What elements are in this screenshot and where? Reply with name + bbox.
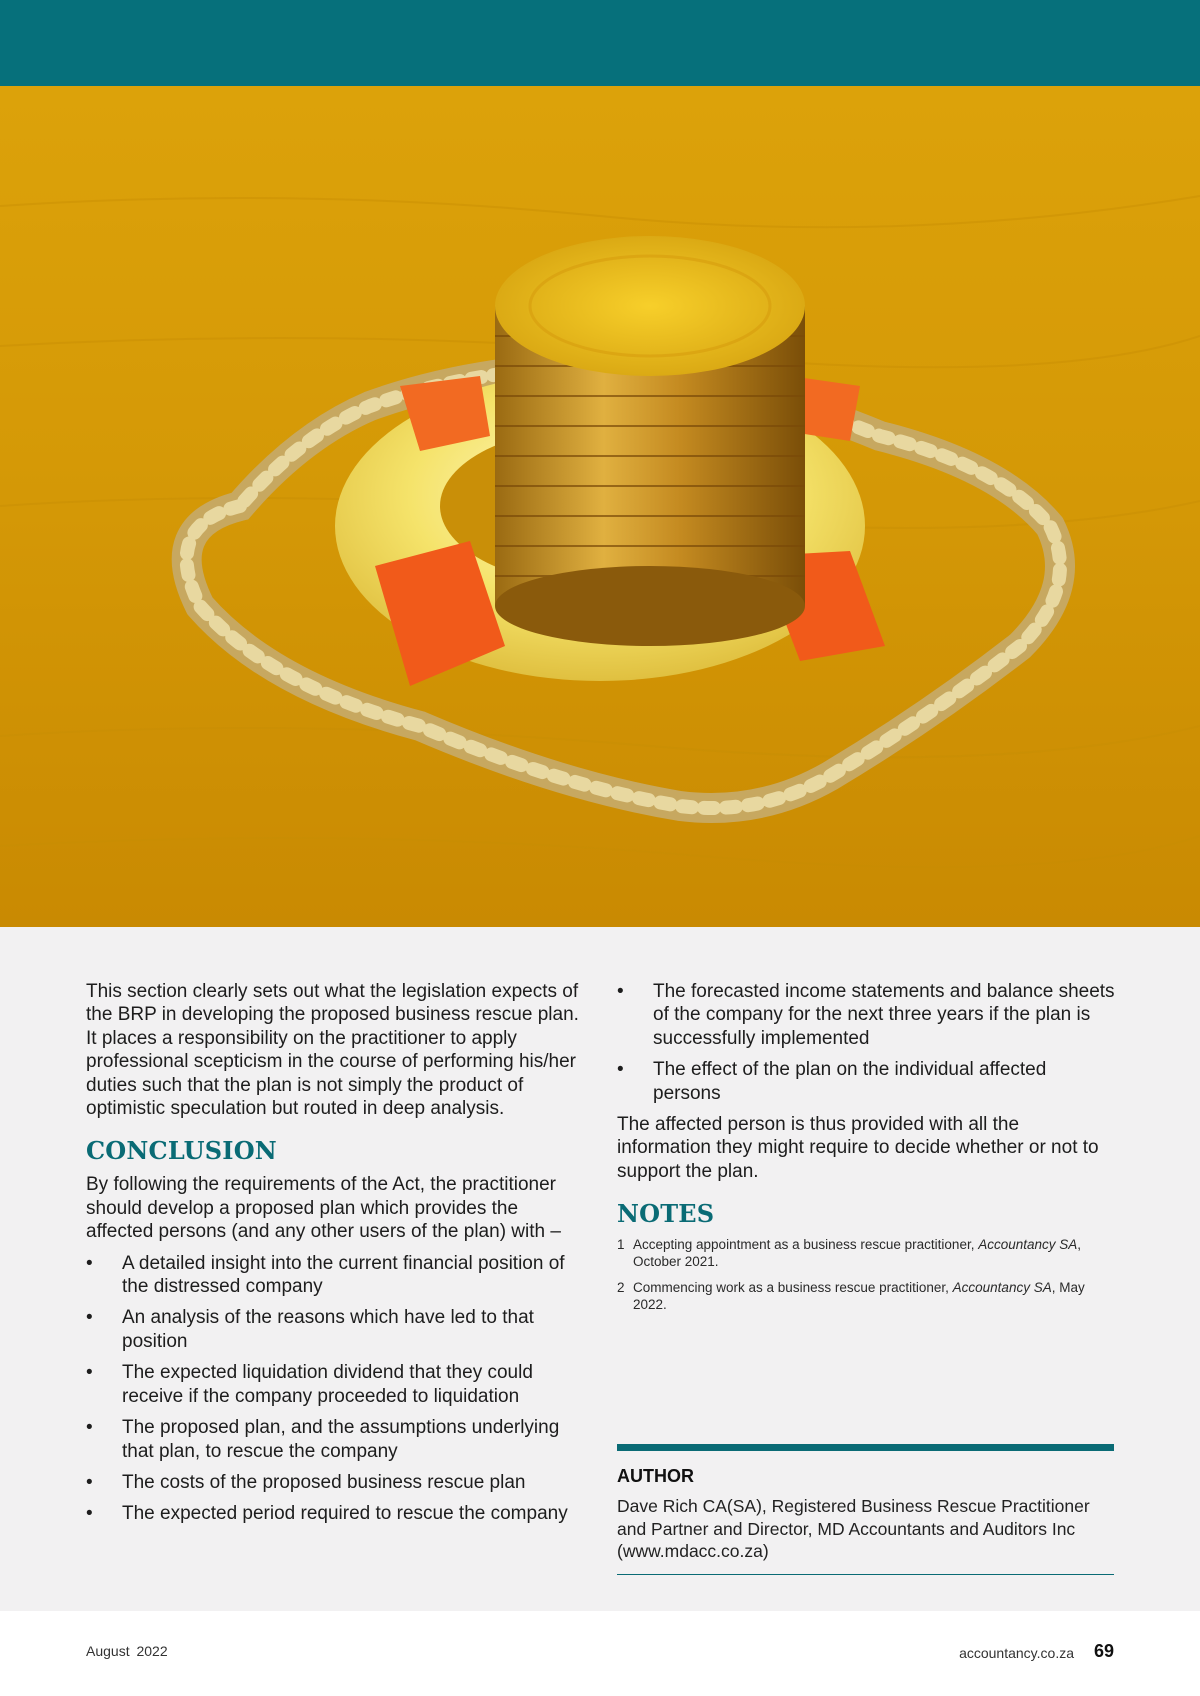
- list-item: • The expected liquidation dividend that they could receive if the company proceeded to liquidation: [86, 1362, 533, 1407]
- conclusion-paragraph: By following the requirements of the Act, the practitioner should develop a proposed plan which provides the affected persons (and any other users of the plan) with –: [86, 1174, 561, 1243]
- list-item: • The effect of the plan on the individual affected persons: [617, 1059, 1047, 1104]
- bullet-icon: •: [86, 1471, 93, 1493]
- notes-heading: NOTES: [617, 1199, 715, 1229]
- website-link[interactable]: accountancy.co.za: [959, 1645, 1074, 1661]
- list-item: • An analysis of the reasons which have led to that position: [86, 1307, 534, 1352]
- conclusion-bullet-list: [86, 1252, 586, 1526]
- hero-photo: [0, 86, 1200, 927]
- list-item: • The costs of the proposed business rescue plan: [86, 1471, 526, 1493]
- list-item: • A detailed insight into the current financial position of the distressed company: [86, 1252, 565, 1298]
- author-box: [617, 1466, 1114, 1563]
- author-bio: Dave Rich CA(SA), Registered Business Rescue Practitioner and Partner and Director, MD Accountants and Auditors Inc (www.mdacc.co.za): [617, 1496, 1090, 1561]
- author-heading: AUTHOR: [617, 1466, 694, 1486]
- note-number: 1: [617, 1237, 625, 1253]
- lifebuoy-with-coin-stack-icon: [0, 86, 1200, 927]
- note-source: Accountancy SA: [978, 1237, 1078, 1253]
- top-color-band: [0, 0, 1200, 86]
- bullet-icon: •: [86, 1362, 93, 1384]
- author-divider: [617, 1444, 1114, 1451]
- page-footer: [0, 1611, 1200, 1696]
- list-item: • The expected period required to rescue the company: [86, 1503, 568, 1525]
- bullet-icon: •: [617, 1059, 624, 1081]
- bullet-icon: •: [86, 1307, 93, 1329]
- page-number: 69: [1093, 1641, 1114, 1661]
- bullet-icon: •: [86, 1503, 93, 1525]
- left-column: [86, 980, 586, 1534]
- continued-bullet-list: [617, 980, 1117, 1105]
- summary-paragraph: The affected person is thus provided with all the information they might require to decide whether or not to support the plan.: [617, 1114, 1099, 1182]
- note-item: 2 Commencing work as a business rescue practitioner, Accountancy SA, May 2022.: [617, 1280, 1085, 1313]
- conclusion-heading: CONCLUSION: [86, 1136, 277, 1166]
- issue-date: August 2022: [86, 1643, 168, 1659]
- right-column: [617, 980, 1117, 1322]
- notes-list: [617, 1236, 1117, 1313]
- bullet-icon: •: [617, 981, 624, 1002]
- note-number: 2: [617, 1280, 625, 1296]
- bullet-icon: •: [86, 1252, 93, 1274]
- author-bottom-divider: [617, 1574, 1114, 1575]
- bullet-icon: •: [86, 1417, 93, 1439]
- note-item: 1 Accepting appointment as a business rescue practitioner, Accountancy SA, October 2021.: [617, 1237, 1082, 1270]
- note-source: Accountancy SA: [952, 1280, 1052, 1296]
- intro-paragraph: This section clearly sets out what the legislation expects of the BRP in developing the proposed business rescue plan. It places a responsibility on the practitioner to apply professional scepticism in the course of performing his/her duties such that the plan is not simply the product of optimistic speculation but routed in deep analysis.: [86, 981, 579, 1120]
- list-item: • The proposed plan, and the assumptions underlying that plan, to rescue the company: [86, 1417, 560, 1462]
- list-item: • The forecasted income statements and balance sheets of the company for the next three years if the plan is successfully implemented: [617, 981, 1115, 1049]
